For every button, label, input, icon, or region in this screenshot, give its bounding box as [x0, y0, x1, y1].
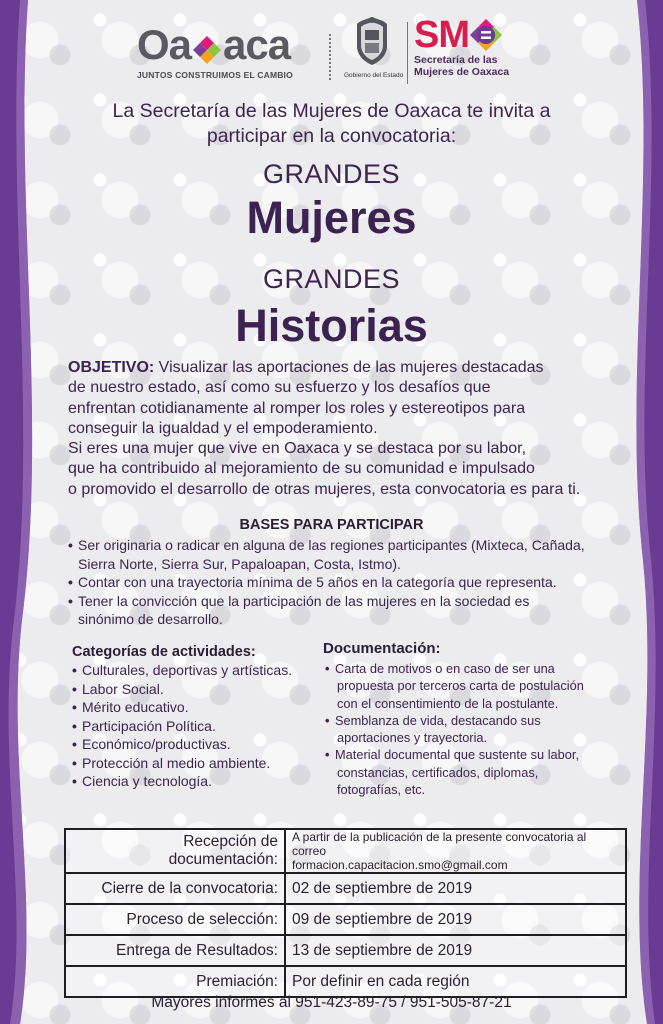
title-grandes-1: GRANDES: [262, 159, 401, 189]
smo-subtitle-line2: Mujeres de Oaxaca: [414, 66, 510, 78]
doc-item-3: Material documental que sustente su labor, constancias, certificados, diplomas, fotografías, etc.: [335, 747, 579, 798]
list-item: • Económico/productivas.: [72, 736, 231, 752]
list-item: • Material documental que sustente su labor, constancias, certificados, diplomas, fotografías, etc.: [325, 747, 579, 798]
row-label-resultados: Entrega de Resultados:: [65, 935, 285, 966]
table-row: [65, 935, 626, 966]
bases-item-3: Tener la convicción que la participación de las mujeres en la sociedad es sinónimo de desarrollo.: [78, 592, 530, 627]
row-value-seleccion: 09 de septiembre de 2019: [285, 904, 626, 935]
list-item: • Contar con una trayectoria mínima de 5 años en la categoría que representa.: [68, 574, 557, 590]
title-mujeres: Mujeres: [246, 192, 417, 243]
documentacion-list: [323, 660, 603, 798]
row-label-premiacion: Premiación:: [65, 966, 285, 997]
dates-table: [64, 828, 627, 998]
row-value-resultados: 13 de septiembre de 2019: [285, 935, 626, 966]
objetivo-line-3: enfrentan cotidianamente al romper los roles y estereotipos para: [68, 399, 526, 417]
categoria-item-2: Labor Social.: [82, 680, 164, 697]
recepcion-value-line-1: A partir de la publicación de la presente convocatoria al correo: [292, 830, 587, 858]
list-item: • Carta de motivos o en caso de ser una propuesta por terceros carta de postulación con el consentimiento de la postulante.: [325, 661, 584, 711]
categoria-item-7: Ciencia y tecnología.: [82, 773, 212, 789]
objetivo-line-1: Visualizar las aportaciones de las mujeres destacadas: [154, 359, 544, 376]
table-row: [65, 904, 626, 935]
gobierno-escudo: [344, 16, 404, 79]
title-grandes-2: GRANDES: [262, 264, 401, 294]
list-item: • Mérito educativo.: [72, 699, 189, 715]
oaxaca-logo-text-part1: Oa: [137, 21, 192, 68]
footer-label: Mayores informes al: [151, 994, 291, 1011]
doc-item-2: Semblanza de vida, destacando sus aportaciones y trayectoria.: [335, 712, 541, 746]
objetivo-line-2: de nuestro estado, así como su esfuerzo y los desafíos que: [68, 379, 491, 397]
objetivo-line-4: conseguir la igualdad y el empoderamiento.: [68, 419, 378, 437]
row-value-premiacion: Por definir en cada región: [285, 966, 626, 997]
recepcion-email: formacion.capacitacion.smo@gmail.com: [292, 858, 508, 872]
smo-logo: [414, 16, 524, 78]
oaxaca-logo: [137, 21, 317, 80]
list-item: • Culturales, deportivas y artísticas.: [72, 662, 293, 678]
list-item: • Ser originaria o radicar en alguna de las regiones participantes (Mixteca, Cañada, Sierra Norte, Sierra Sur, Papaloapan, Costa, Istmo).: [68, 537, 585, 572]
list-item: • Labor Social.: [72, 680, 164, 697]
smo-logo-text: SM: [414, 14, 469, 56]
table-row: [65, 873, 626, 904]
doc-item-1: Carta de motivos o en caso de ser una propuesta por terceros carta de postulación con el consentimiento de la postulante.: [335, 661, 584, 711]
categoria-item-6: Protección al medio ambiente.: [82, 754, 271, 771]
bases-item-1: Ser originaria o radicar en alguna de las regiones participantes (Mixteca, Cañada, Sierra Norte, Sierra Sur, Papaloapan, Costa, Istmo).: [78, 537, 585, 572]
row-label-recepcion: Recepción de documentación:: [65, 829, 285, 873]
smo-subtitle-line1: Secretaría de las: [414, 54, 498, 66]
oaxaca-logo-text-part2: aca: [223, 21, 291, 68]
footer-contact: [0, 994, 663, 1012]
intro-line-1: La Secretaría de las Mujeres de Oaxaca te invita a: [112, 100, 551, 122]
objetivo-label: OBJETIVO:: [68, 359, 155, 376]
list-item: • Protección al medio ambiente.: [72, 754, 271, 771]
categoria-item-5: Económico/productivas.: [82, 736, 231, 752]
objetivo-line-5: Si eres una mujer que vive en Oaxaca y se destaca por su labor,: [68, 440, 527, 458]
title-historias: Historias: [235, 300, 428, 351]
list-item: • Ciencia y tecnología.: [72, 773, 212, 789]
header-logos: [0, 12, 663, 90]
categorias-title: Categorías de actividades:: [72, 644, 256, 660]
oaxaca-tagline: JUNTOS CONSTRUIMOS EL CAMBIO: [137, 70, 293, 80]
categoria-item-1: Culturales, deportivas y artísticas.: [82, 662, 293, 678]
row-label-cierre: Cierre de la convocatoria:: [65, 873, 285, 904]
oaxaca-flower-icon: [192, 30, 222, 60]
objetivo-line-6: que ha contribuido al mejoramiento de su comunidad e impulsado: [68, 460, 535, 478]
logo-separator-line: [407, 22, 408, 84]
left-purple-wave: [0, 0, 60, 1024]
categorias-list: [72, 661, 312, 791]
row-label-seleccion: Proceso de selección:: [65, 904, 285, 935]
footer-phone-1: 951-423-89-75: [295, 994, 397, 1011]
escudo-icon: [353, 16, 391, 66]
objetivo-line-7: o promovido el desarrollo de otras mujeres, esta convocatoria es para ti.: [68, 480, 581, 498]
logo-separator-dotted: [329, 34, 333, 80]
bases-title: BASES PARA PARTICIPAR: [239, 517, 424, 533]
footer-phone-2: 951-505-87-21: [409, 994, 512, 1011]
list-item: • Semblanza de vida, destacando sus aportaciones y trayectoria.: [325, 712, 541, 746]
table-row: [65, 829, 626, 873]
smo-flower-icon: [469, 18, 503, 52]
gobierno-label: Gobierno del Estado: [344, 72, 404, 79]
bases-item-2: Contar con una trayectoria mínima de 5 años en la categoría que representa.: [78, 574, 557, 590]
documentacion-title: Documentación:: [323, 640, 441, 657]
list-item: • Participación Política.: [72, 717, 216, 734]
footer-separator: /: [401, 994, 406, 1011]
intro-line-2: participar en la convocatoria:: [206, 125, 457, 147]
row-value-cierre: 02 de septiembre de 2019: [285, 873, 626, 904]
row-value-recepcion: [285, 829, 626, 873]
categoria-item-4: Participación Política.: [82, 717, 216, 734]
list-item: • Tener la convicción que la participación de las mujeres en la sociedad es sinónimo de desarrollo.: [68, 592, 530, 627]
intro-text: [60, 99, 603, 149]
table-row: [65, 966, 626, 997]
objetivo-paragraph: [68, 358, 608, 500]
bases-list: [66, 536, 586, 629]
categoria-item-3: Mérito educativo.: [82, 699, 189, 715]
